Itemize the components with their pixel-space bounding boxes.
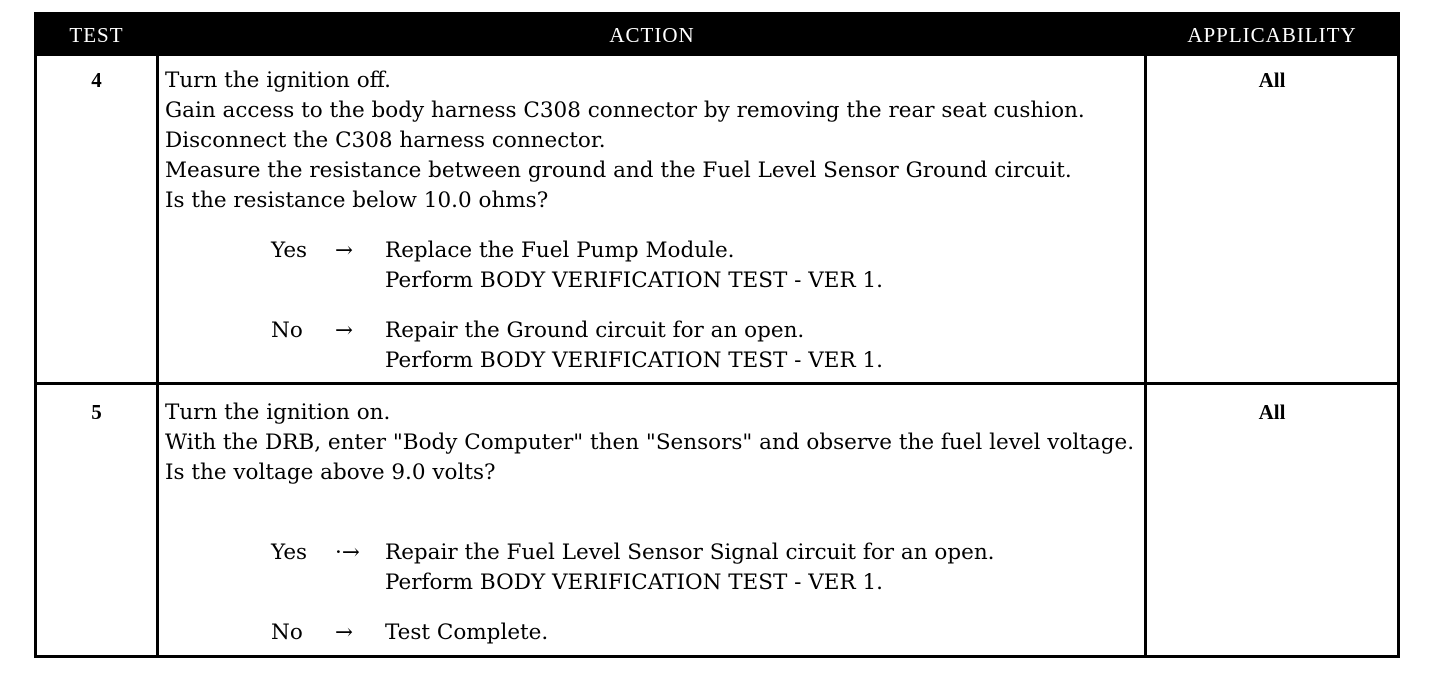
diagnostic-test-table bbox=[34, 12, 1400, 658]
outcome-line: Perform BODY VERIFICATION TEST - VER 1. bbox=[385, 570, 884, 595]
header-action: ACTION bbox=[609, 23, 695, 47]
outcome-line: Perform BODY VERIFICATION TEST - VER 1. bbox=[385, 348, 884, 373]
header-applicability: APPLICABILITY bbox=[1187, 23, 1357, 47]
arrow-icon: → bbox=[335, 318, 354, 343]
action-step: Is the resistance below 10.0 ohms? bbox=[165, 188, 549, 213]
arrow-icon: → bbox=[335, 238, 354, 263]
outcome-line: Repair the Fuel Level Sensor Signal circuit for an open. bbox=[385, 540, 995, 565]
action-step: Disconnect the C308 harness connector. bbox=[165, 128, 606, 153]
outcome-line: Test Complete. bbox=[385, 620, 549, 645]
table-header bbox=[37, 15, 1397, 56]
action-step: With the DRB, enter "Body Computer" then "Sensors" and observe the fuel level voltage. bbox=[165, 430, 1135, 455]
outcome-line: Repair the Ground circuit for an open. bbox=[385, 318, 805, 343]
action-step: Is the voltage above 9.0 volts? bbox=[165, 460, 496, 485]
row-4-test-number: 4 bbox=[91, 68, 102, 92]
outcome-label: Yes bbox=[271, 238, 308, 263]
row-divider bbox=[37, 382, 1397, 385]
action-step: Gain access to the body harness C308 connector by removing the rear seat cushion. bbox=[165, 98, 1085, 123]
action-step: Turn the ignition off. bbox=[165, 68, 391, 93]
outcome-line: Replace the Fuel Pump Module. bbox=[385, 238, 735, 263]
action-step: Turn the ignition on. bbox=[165, 400, 391, 425]
arrow-icon: ·→ bbox=[335, 540, 360, 565]
outcome-text bbox=[385, 538, 995, 598]
row-5-applicability: All bbox=[1258, 400, 1286, 424]
row-5-test-number: 5 bbox=[91, 400, 102, 424]
outcome-line: Perform BODY VERIFICATION TEST - VER 1. bbox=[385, 268, 884, 293]
outcome-text bbox=[385, 618, 548, 648]
outcome-label: No bbox=[271, 620, 303, 645]
column-divider-action bbox=[1144, 56, 1147, 658]
column-divider-test bbox=[156, 56, 159, 658]
action-step: Measure the resistance between ground and the Fuel Level Sensor Ground circuit. bbox=[165, 158, 1072, 183]
outcome-text bbox=[385, 236, 883, 296]
outcome-label: Yes bbox=[271, 540, 308, 565]
outcome-label: No bbox=[271, 318, 303, 343]
outcome-text bbox=[385, 316, 883, 376]
row-5-action-steps bbox=[165, 398, 1141, 488]
row-4-applicability: All bbox=[1258, 68, 1286, 92]
arrow-icon: → bbox=[335, 620, 354, 645]
row-4-action-steps bbox=[165, 66, 1141, 216]
header-test: TEST bbox=[69, 23, 124, 47]
